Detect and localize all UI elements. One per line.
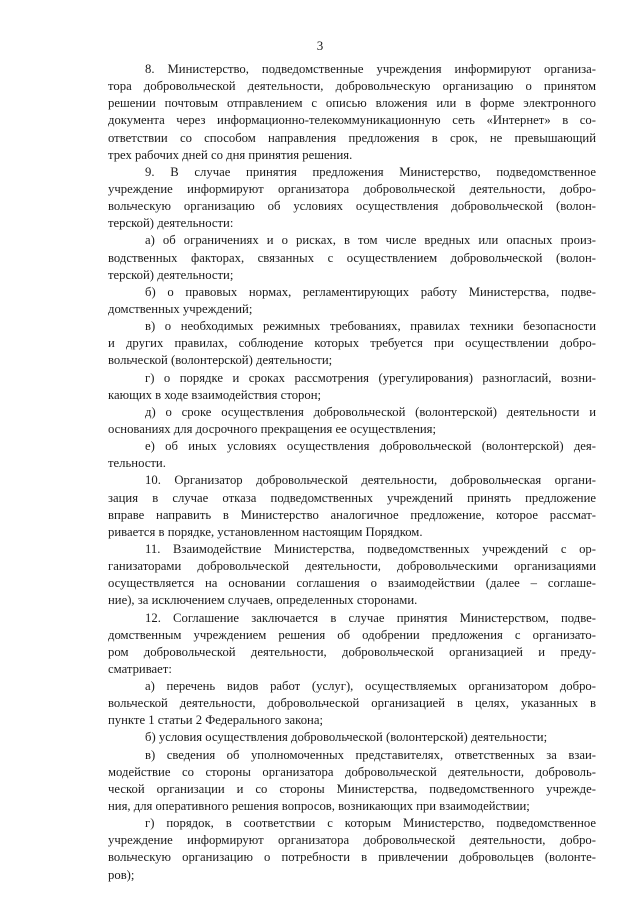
- text-line: трех рабочих дней со дня принятия решения.: [108, 147, 353, 162]
- text-line: ние), за исключением случаев, определенных сторонами.: [108, 593, 418, 608]
- text-line: документа через информационно-телекоммуникационную сеть «Интернет» в со-: [108, 113, 596, 128]
- paragraph: [108, 318, 596, 369]
- text-line: г) порядок, в соответствии с которым Министерство, подведомственное: [145, 816, 596, 831]
- text-line: ривается в порядке, установленном настоящим Порядком.: [108, 524, 423, 539]
- text-line: решении почтовым отправлением с описью вложения или в форме электронного: [108, 96, 596, 111]
- paragraph: [108, 370, 596, 404]
- text-line: учреждение информируют организатора добровольческой деятельности, добро-: [108, 181, 596, 196]
- text-line: а) перечень видов работ (услуг), осуществляемых организатором добро-: [145, 679, 596, 694]
- page-number: 3: [316, 38, 324, 53]
- document-body: [108, 61, 596, 884]
- paragraph: [108, 815, 596, 884]
- text-line: д) о сроке осуществления добровольческой (волонтерской) деятельности и: [145, 404, 596, 419]
- text-line: терской) деятельности:: [108, 216, 234, 231]
- text-line: ответствии со способом направления предложения в срок, не превышающий: [108, 130, 596, 145]
- text-line: вольческой (волонтерской) деятельности;: [108, 353, 333, 368]
- paragraph: [108, 284, 596, 318]
- text-line: учреждение информируют организатора добровольческой деятельности, добро-: [108, 833, 596, 848]
- paragraph: [108, 729, 596, 746]
- text-line: б) условия осуществления добровольческой (волонтерской) деятельности;: [145, 730, 548, 745]
- text-line: в) о необходимых режимных требованиях, правилах техники безопасности: [145, 319, 596, 334]
- paragraph: [108, 164, 596, 233]
- text-line: домственных учреждений;: [108, 301, 253, 316]
- text-line: ров);: [108, 867, 135, 882]
- text-line: а) об ограничениях и о рисках, в том числе вредных или опасных произ-: [145, 233, 596, 248]
- paragraph: [108, 472, 596, 541]
- paragraph: [108, 438, 596, 472]
- text-line: вольческой деятельности, добровольческой организацией в целях, указанных в: [108, 696, 596, 711]
- text-line: терской) деятельности;: [108, 267, 234, 282]
- text-line: 10. Организатор добровольческой деятельности, добровольческая органи-: [145, 473, 596, 488]
- text-line: кающих в ходе взаимодействия сторон;: [108, 387, 322, 402]
- text-line: домственным учреждением решения об одобрении предложения с организато-: [108, 627, 596, 642]
- text-line: ром добровольческой деятельности, добровольческой организацией и преду-: [108, 644, 596, 659]
- text-line: ния, для оперативного решения вопросов, возникающих при взаимодействии;: [108, 799, 530, 814]
- text-line: е) об иных условиях осуществления добровольческой (волонтерской) дея-: [145, 439, 596, 454]
- text-line: 11. Взаимодействие Министерства, подведомственных учреждений с ор-: [145, 541, 596, 556]
- paragraph: [108, 404, 596, 438]
- text-line: б) о правовых нормах, регламентирующих работу Министерства, подве-: [145, 284, 596, 299]
- text-line: в) сведения об уполномоченных представителях, ответственных за взаи-: [145, 747, 596, 762]
- text-line: модействие со стороны организатора добровольческой деятельности, доброволь-: [108, 764, 596, 779]
- text-line: сматривает:: [108, 661, 172, 676]
- text-line: 8. Министерство, подведомственные учреждения информируют организа-: [145, 62, 596, 76]
- text-line: осуществляется на основании соглашения о взаимодействии (далее – соглаше-: [108, 576, 596, 591]
- text-line: ганизаторами добровольческой деятельности, добровольческими организациями: [108, 559, 596, 574]
- text-line: водственных факторах, связанных с осуществлением добровольческой (волон-: [108, 250, 596, 265]
- text-line: вправе направить в Министерство аналогичное предложение, которое рассмат-: [108, 507, 596, 522]
- text-line: тельности.: [108, 456, 166, 471]
- text-line: тора добровольческой деятельности, добровольческую организацию о принятом: [108, 79, 596, 94]
- paragraph: [108, 61, 596, 164]
- text-line: ческой организации и со стороны Министерства, подведомственного учрежде-: [108, 781, 596, 796]
- text-line: и других правилах, соблюдение которых требуется при осуществлении добро-: [108, 336, 596, 351]
- paragraph: [108, 678, 596, 729]
- text-line: пункте 1 статьи 2 Федерального закона;: [108, 713, 323, 728]
- paragraph: [108, 541, 596, 610]
- text-line: 12. Соглашение заключается в случае принятия Министерством, подве-: [145, 610, 596, 625]
- text-line: вольческую организацию об условиях осуществления добровольческой (волон-: [108, 199, 596, 214]
- text-line: основаниях для досрочного прекращения ее осуществления;: [108, 421, 437, 436]
- text-line: 9. В случае принятия предложения Министерство, подведомственное: [145, 164, 596, 179]
- text-line: вольческую организацию о потребности в привлечении добровольцев (волонте-: [108, 850, 596, 865]
- text-line: г) о порядке и сроках рассмотрения (урегулирования) разногласий, возни-: [145, 370, 596, 385]
- paragraph: [108, 747, 596, 816]
- paragraph: [108, 232, 596, 283]
- text-line: зация в случае отказа подведомственных учреждений принять предложение: [108, 490, 596, 505]
- paragraph: [108, 610, 596, 679]
